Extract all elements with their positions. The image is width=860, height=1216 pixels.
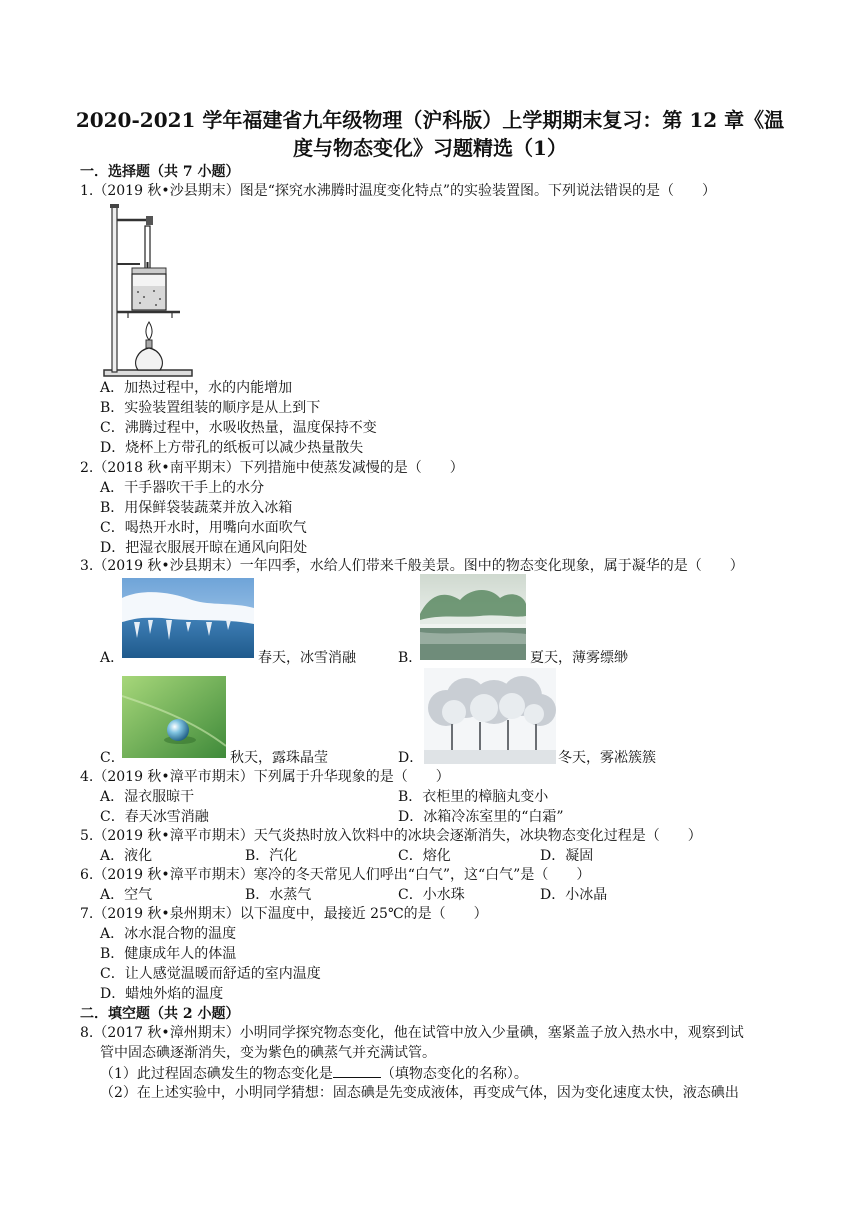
question-2-stem: 2.（2018 秋•南平期末）下列措施中使蒸发减慢的是（ ） bbox=[80, 460, 464, 476]
question-3-option-c-text: 秋天，露珠晶莹 bbox=[230, 750, 328, 766]
question-8-part1 bbox=[100, 1063, 528, 1084]
boiling-apparatus-figure bbox=[98, 202, 198, 378]
question-1-option-a: A．加热过程中，水的内能增加 bbox=[100, 380, 293, 396]
question-3-option-a-letter: A． bbox=[100, 650, 125, 666]
question-5-option-a: A．液化 bbox=[100, 848, 153, 864]
question-3-option-c-letter: C． bbox=[100, 750, 125, 766]
question-8-part2: （2）在上述实验中，小明同学猜想：固态碘是先变成液体，再变成气体，因为变化速度太快，液态碘出 bbox=[100, 1085, 739, 1101]
question-1-option-b: B．实验装置组装的顺序是从上到下 bbox=[100, 400, 321, 416]
question-8-part1-prompt: （1）此过程固态碘发生的物态变化是 bbox=[100, 1066, 333, 1082]
answer-blank[interactable] bbox=[333, 1063, 381, 1078]
document-title-line1: 2020-2021 学年福建省九年级物理（沪科版）上学期期末复习：第 12 章《温 bbox=[75, 108, 785, 132]
question-2-option-a: A．干手器吹干手上的水分 bbox=[100, 480, 265, 496]
question-6-option-a: A．空气 bbox=[100, 887, 153, 903]
section-heading-fill-blank: 二．填空题（共 2 小题） bbox=[80, 1006, 240, 1022]
question-2-option-d: D．把湿衣服展开晾在通风向阳处 bbox=[100, 540, 308, 556]
question-8-stem-line2: 管中固态碘逐渐消失，变为紫色的碘蒸气并充满试管。 bbox=[100, 1045, 436, 1061]
melting-ice-photo bbox=[122, 578, 254, 658]
question-4-stem: 4.（2019 秋•漳平市期末）下列属于升华现象的是（ ） bbox=[80, 769, 450, 785]
question-1-stem: 1.（2019 秋•沙县期末）图是“探究水沸腾时温度变化特点”的实验装置图。下列说法错误的是（ ） bbox=[80, 183, 717, 199]
question-4-option-b: B．衣柜里的樟脑丸变小 bbox=[398, 789, 549, 805]
question-3-stem: 3.（2019 秋•沙县期末）一年四季，水给人们带来千般美景。图中的物态变化现象，属于凝华的是（ ） bbox=[80, 558, 744, 574]
question-7-stem: 7.（2019 秋•泉州期末）以下温度中，最接近 25℃的是（ ） bbox=[80, 906, 488, 922]
question-3-option-b-text: 夏天，薄雾缥缈 bbox=[530, 650, 628, 666]
question-8-part1-hint: （填物态变化的名称）。 bbox=[380, 1066, 528, 1082]
rime-frost-trees-photo bbox=[424, 668, 556, 764]
question-8-stem-line1: 8.（2017 秋•漳州期末）小明同学探究物态变化，他在试管中放入少量碘，塞紧盖子放入热水中，观察到试 bbox=[80, 1025, 744, 1041]
question-5-stem: 5.（2019 秋•漳平市期末）天气炎热时放入饮料中的冰块会逐渐消失，冰块物态变化过程是（ ） bbox=[80, 828, 702, 844]
question-4-option-a: A．湿衣服晾干 bbox=[100, 789, 195, 805]
question-3-option-a-text: 春天，冰雪消融 bbox=[258, 650, 356, 666]
question-7-option-d: D．蜡烛外焰的温度 bbox=[100, 986, 224, 1002]
question-7-option-b: B．健康成年人的体温 bbox=[100, 946, 237, 962]
question-7-option-a: A．冰水混合物的温度 bbox=[100, 926, 237, 942]
summer-fog-photo bbox=[420, 574, 526, 660]
dewdrop-photo bbox=[122, 676, 226, 758]
question-4-option-d: D．冰箱冷冻室里的“白霜” bbox=[398, 809, 564, 825]
question-6-option-c: C．小水珠 bbox=[398, 887, 465, 903]
question-2-option-b: B．用保鲜袋装蔬菜并放入冰箱 bbox=[100, 500, 293, 516]
question-5-option-d: D．凝固 bbox=[540, 848, 594, 864]
question-6-stem: 6.（2019 秋•漳平市期末）寒冷的冬天常见人们呼出“白气”，这“白气”是（ ） bbox=[80, 867, 591, 883]
section-heading-choice: 一．选择题（共 7 小题） bbox=[80, 164, 240, 180]
question-6-option-d: D．小冰晶 bbox=[540, 887, 608, 903]
question-3-option-d-text: 冬天，雾凇簇簇 bbox=[558, 750, 656, 766]
question-3-option-b-letter: B． bbox=[398, 650, 423, 666]
question-2-option-c: C．喝热开水时，用嘴向水面吹气 bbox=[100, 520, 307, 536]
question-4-option-c: C．春天冰雪消融 bbox=[100, 809, 209, 825]
question-1-option-c: C．沸腾过程中，水吸收热量，温度保持不变 bbox=[100, 420, 377, 436]
question-1-option-d: D．烧杯上方带孔的纸板可以减少热量散失 bbox=[100, 440, 364, 456]
document-title-line2: 度与物态变化》习题精选（1） bbox=[293, 136, 567, 160]
question-7-option-c: C．让人感觉温暖而舒适的室内温度 bbox=[100, 966, 321, 982]
question-3-option-d-letter: D． bbox=[398, 750, 424, 766]
question-5-option-c: C．熔化 bbox=[398, 848, 451, 864]
question-6-option-b: B．水蒸气 bbox=[245, 887, 312, 903]
question-5-option-b: B．汽化 bbox=[245, 848, 298, 864]
